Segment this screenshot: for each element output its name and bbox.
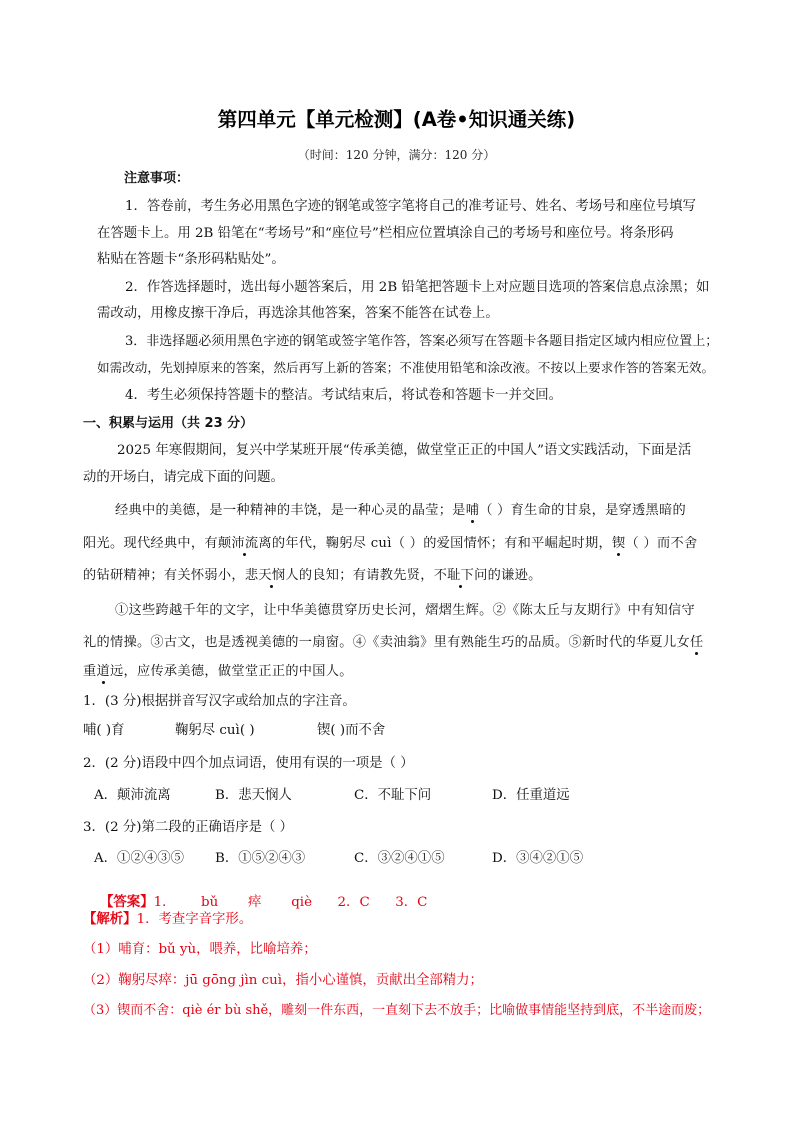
section-intro: 2025 年寒假期间，复兴中学某班开展“传承美德，做堂堂正正的中国人”语文实践活动，下面是活 — [117, 443, 692, 458]
question-3-option: A．①②④③⑤ — [94, 851, 185, 866]
passage-line: 礼的情操。③古文，也是透视美德的一扇窗。④《卖油翁》里有熟能生巧的品质。⑤新时代的华夏儿女任 — [83, 635, 704, 650]
notice-line: 4．考生必须保持答题卡的整洁。考试结束后，将试卷和答题卡一并交回。 — [125, 388, 563, 403]
analysis-explanation: （2）鞠躬尽瘁：jū gōng jìn cuì，指小心谨慎，贡献出全部精力； — [83, 973, 483, 988]
notice-line: 需改动，用橡皮擦干净后，再选涂其他答案，答案不能答在试卷上。 — [97, 306, 499, 321]
notice-line: 粘贴在答题卡“条形码粘贴处”。 — [97, 252, 285, 267]
answer-text: 1． bǔ 瘁 qiè 2．C 3．C — [153, 895, 428, 911]
question-2-stem: 2．(2 分)语段中四个加点词语，使用有误的一项是（ ） — [83, 756, 414, 771]
section-intro: 动的开场白，请完成下面的问题。 — [83, 470, 284, 485]
question-1-item: 锲( )而不舍 — [317, 723, 386, 738]
question-1-item: 鞠躬尽 cuì( ) — [175, 723, 255, 738]
notice-heading: 注意事项： — [124, 171, 190, 186]
analysis-explanation: （1）哺育：bǔ yù，喂养，比喻培养； — [83, 942, 317, 957]
question-1-item: 哺( )育 — [83, 723, 125, 738]
question-3-option: D．③④②①⑤ — [492, 851, 584, 866]
page-title: 第四单元【单元检测】(A卷•知识通关练) — [217, 108, 576, 131]
question-2-option: C．不耻下问 — [354, 788, 432, 803]
notice-line: 3．非选择题必须用黑色字迹的钢笔或签字笔作答，答案必须写在答题卡各题目指定区域内相应位置上； — [125, 334, 719, 349]
question-3-option: C．③②④①⑤ — [354, 851, 445, 866]
question-1-stem: 1．(3 分)根据拼音写汉字或给加点的字注音。 — [83, 694, 356, 709]
analysis-explanation: （3）锲而不舍：qiè ér bù shě，雕刻一件东西，一直刻下去不放手；比喻做事情能坚持到底，不半途而废； — [83, 1003, 711, 1018]
passage-line: ①这些跨越千年的文字，让中华美德贯穿历史长河，熠熠生辉。②《陈太丘与友期行》中有知信守 — [115, 603, 695, 618]
answer-label: 【答案】 — [100, 895, 154, 911]
notice-line: 1．答卷前，考生务必用黑色字迹的钢笔或签字笔将自己的准考证号、姓名、考场号和座位号填写 — [125, 199, 696, 214]
analysis-line — [83, 913, 252, 926]
exam-time-info: （时间：120 分钟，满分：120 分） — [297, 148, 496, 162]
passage-line: 阳光。现代经典中，有颠沛流离的年代，鞠躬尽 cuì（ ）的爱国情怀；有和平崛起时期，锲（ ）而不舍 — [83, 536, 698, 551]
section-heading: 一、积累与运用（共 23 分） — [83, 416, 254, 431]
question-3-stem: 3．(2 分)第二段的正确语序是（ ） — [83, 820, 294, 835]
notice-line: 如需改动，先划掉原来的答案，然后再写上新的答案；不准使用铅笔和涂改液。不按以上要求作答的答案无效。 — [97, 360, 715, 375]
notice-line: 2．作答选择题时，选出每小题答案后，用 2B 铅笔把答题卡上对应题目选项的答案信息点涂黑；如 — [125, 280, 710, 295]
passage-line: 重道远，应传承美德，做堂堂正正的中国人。 — [83, 664, 353, 679]
question-2-option: A．颠沛流离 — [94, 788, 171, 803]
passage-line: 的钻研精神；有关怀弱小，悲天悯人的良知；有请教先贤，不耻下问的谦逊。 — [83, 568, 542, 583]
question-2-option: B．悲天悯人 — [215, 788, 292, 803]
analysis-label: 【解析】 — [83, 912, 137, 927]
question-3-option: B．①⑤②④③ — [215, 851, 306, 866]
notice-line: 在答题卡上。用 2B 铅笔在“考场号”和“座位号”栏相应位置填涂自己的考场号和座位号。将条形码 — [97, 226, 674, 241]
analysis-text: 1．考查字音字形。 — [136, 912, 253, 927]
question-2-option: D．任重道远 — [492, 788, 570, 803]
passage-line: 经典中的美德，是一种精神的丰饶，是一种心灵的晶莹；是哺（ ）育生命的甘泉，是穿透黑暗的 — [115, 503, 686, 518]
